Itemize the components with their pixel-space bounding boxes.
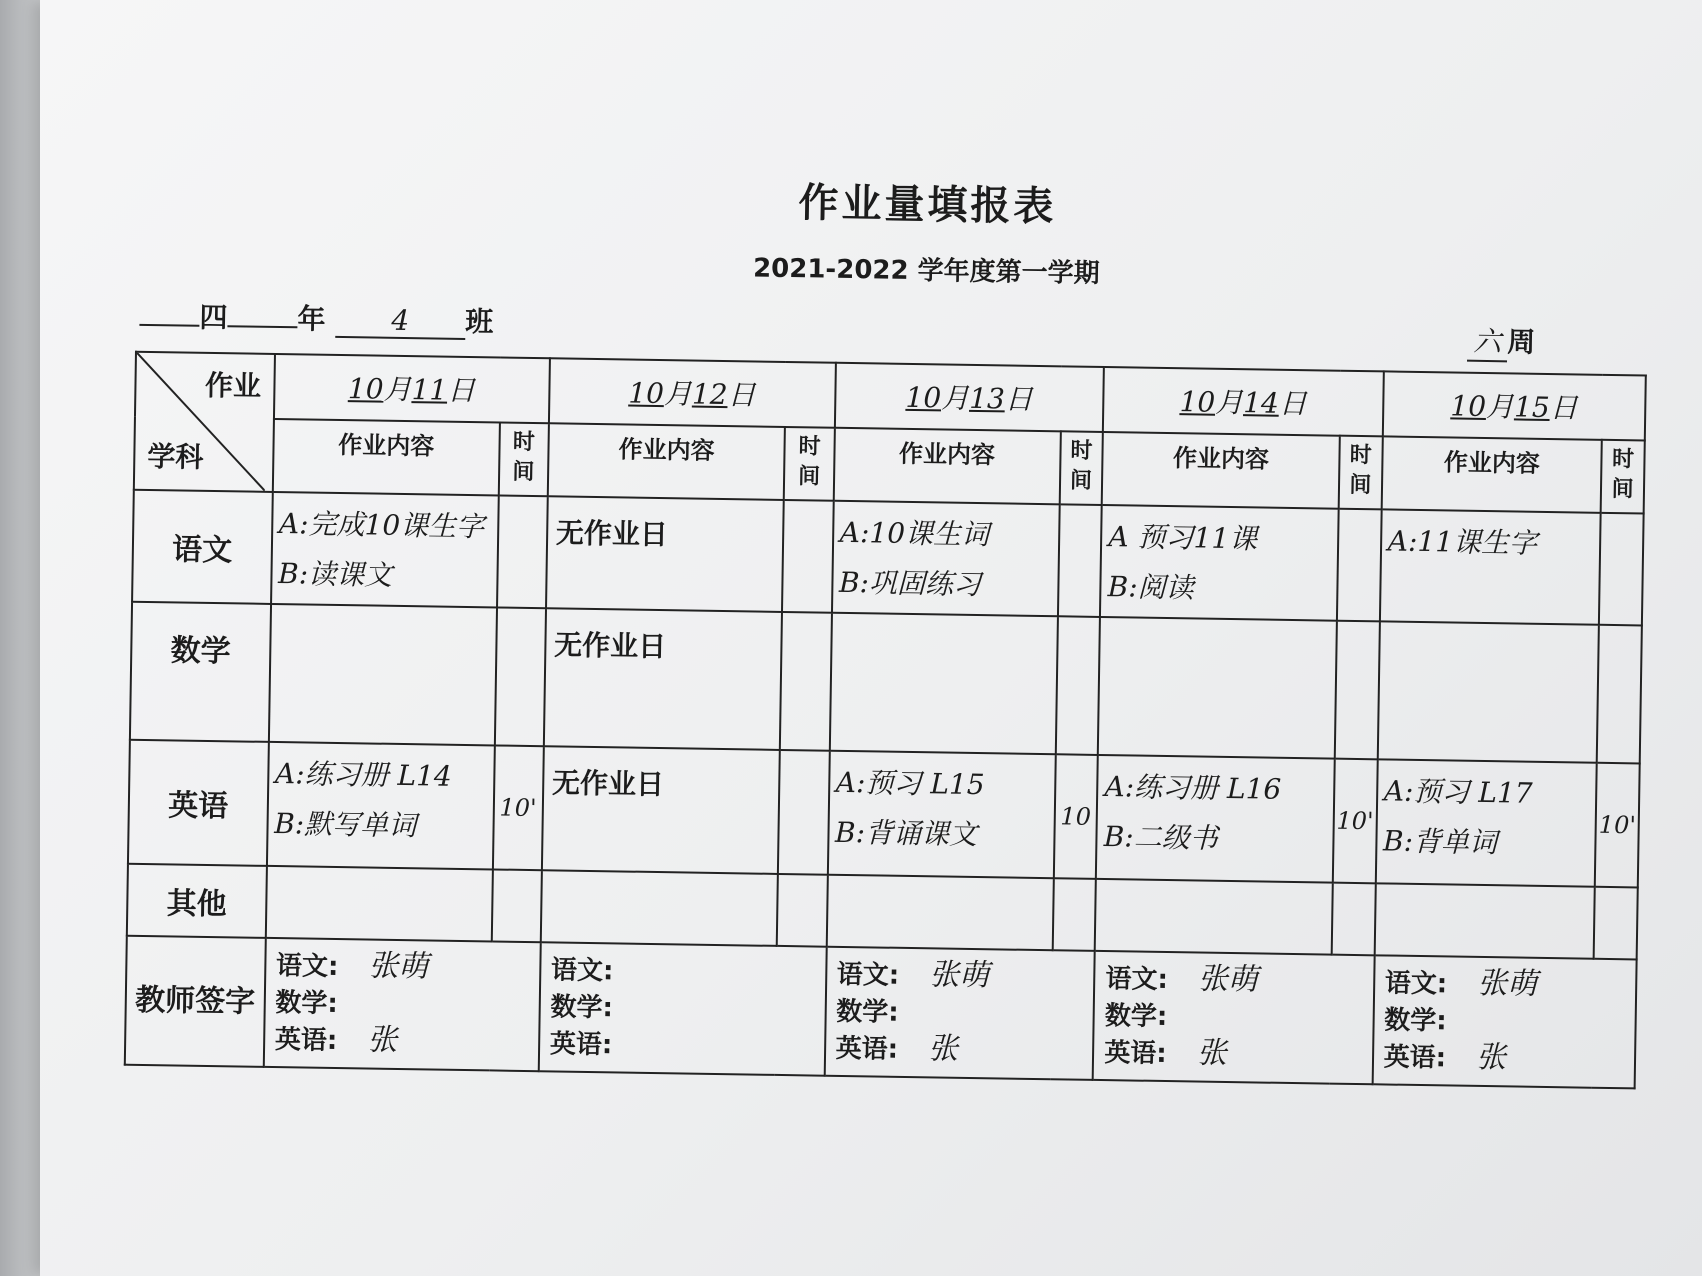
signature-math <box>368 986 369 1021</box>
time-entry <box>777 874 827 947</box>
signature-cell-3: 语文: 张萌 数学: 英语: 张 <box>824 947 1095 1080</box>
signature-chinese: 张萌 <box>368 948 429 985</box>
subject-other: 其他 <box>127 864 267 938</box>
signature-cell-4: 语文: 张萌 数学: 英语: 张 <box>1093 951 1374 1084</box>
time-entry <box>1337 509 1381 622</box>
week-unit: 周 <box>1507 325 1536 359</box>
date-cell-1: 10月11日 <box>274 354 550 423</box>
time-entry <box>1594 887 1638 960</box>
homework-entry: A:10课生词 B:巩固练习 <box>831 501 1059 617</box>
time-entry <box>1055 616 1100 755</box>
paper-sheet <box>40 0 1702 1276</box>
time-entry <box>1058 504 1102 617</box>
time-entry <box>1599 513 1643 626</box>
signature-english <box>642 1027 643 1062</box>
signature-math <box>928 994 929 1029</box>
signature-english: 张 <box>927 1031 959 1067</box>
homework-entry <box>1374 883 1595 958</box>
homework-entry: A:预习 L17 B:背单词 <box>1375 759 1597 886</box>
homework-form <box>74 160 1648 1089</box>
content-header: 作业内容 <box>1381 436 1602 513</box>
homework-entry <box>1377 621 1599 762</box>
homework-entry: A:完成10课生字 B:读课文 <box>271 492 499 608</box>
date-cell-2: 10月12日 <box>549 358 836 427</box>
signature-cell-1: 语文: 张萌 数学: 英语: 张 <box>263 938 540 1071</box>
time-entry <box>780 612 831 751</box>
signature-math <box>1476 1003 1477 1038</box>
homework-entry <box>826 875 1053 951</box>
homework-entry: A:练习册 L14 B:默写单词 <box>267 742 495 870</box>
subject-math: 数学 <box>130 602 271 742</box>
time-header: 时 间 <box>1601 440 1645 514</box>
content-header: 作业内容 <box>272 419 499 496</box>
signature-cell-2: 语文: 数学: 英语: <box>538 942 826 1075</box>
time-entry <box>1332 883 1376 956</box>
signature-cell-5: 语文: 张萌 数学: 英语: 张 <box>1372 955 1636 1088</box>
homework-entry <box>269 604 497 746</box>
homework-entry: 无作业日 <box>542 746 781 874</box>
homework-entry <box>1095 879 1333 955</box>
class-number: 4 <box>335 303 466 340</box>
time-entry: 10' <box>493 745 544 870</box>
form-subtitle: 2021-2022 学年度第一学期 <box>752 253 1100 289</box>
time-entry: 10' <box>1333 759 1378 884</box>
time-entry <box>1052 878 1096 951</box>
date-cell-3: 10月13日 <box>834 363 1104 432</box>
homework-entry: A:预习 L15 B:背诵课文 <box>827 751 1055 879</box>
diagonal-header <box>134 352 275 492</box>
time-entry <box>497 495 548 608</box>
homework-entry: 无作业日 <box>546 496 784 612</box>
time-entry <box>778 750 829 875</box>
class-unit: 班 <box>465 304 494 339</box>
time-entry <box>491 869 541 942</box>
signature-english: 张 <box>1475 1039 1507 1076</box>
time-entry: 10 <box>1053 754 1098 879</box>
english-row <box>128 740 1640 888</box>
time-entry: 10' <box>1595 763 1640 888</box>
signature-row <box>125 936 1637 1089</box>
homework-entry <box>1098 617 1337 759</box>
homework-entry: A:练习册 L16 B:二级书 <box>1096 755 1335 883</box>
date-cell-4: 10月14日 <box>1103 367 1383 436</box>
signature-math <box>1197 999 1198 1034</box>
homework-table <box>124 351 1647 1090</box>
subject-chinese: 语文 <box>132 490 272 604</box>
diag-subject-label: 学科 <box>147 439 204 474</box>
signature-chinese: 张萌 <box>1197 961 1259 998</box>
signature-english: 张 <box>366 1022 398 1058</box>
content-header: 作业内容 <box>833 428 1060 505</box>
week-indicator <box>1467 320 1536 363</box>
time-header: 时 间 <box>498 422 548 496</box>
signature-chinese: 张萌 <box>1476 965 1538 1002</box>
signature-chinese: 张萌 <box>928 957 990 994</box>
grade-suffix-blank <box>227 325 297 328</box>
content-header: 作业内容 <box>1102 432 1340 509</box>
math-row <box>130 602 1642 764</box>
signature-english: 张 <box>1196 1035 1228 1071</box>
grade-value: 四 <box>199 300 228 335</box>
homework-entry: A 预习11课 B:阅读 <box>1100 505 1338 621</box>
time-entry <box>495 607 546 746</box>
diag-homework-label: 作业 <box>204 368 262 403</box>
subject-english: 英语 <box>128 740 269 866</box>
time-entry <box>782 500 833 613</box>
homework-entry: 无作业日 <box>544 608 783 750</box>
homework-entry: A:11课生字 <box>1380 509 1601 624</box>
content-header: 作业内容 <box>548 423 786 500</box>
homework-entry <box>541 870 779 946</box>
week-number: 六 <box>1467 320 1508 363</box>
time-header: 时 间 <box>784 427 834 501</box>
time-entry <box>1597 625 1642 764</box>
date-cell-5: 10月15日 <box>1382 371 1645 440</box>
grade-unit: 年 <box>297 302 326 336</box>
time-header: 时 间 <box>1339 436 1383 510</box>
homework-entry <box>829 613 1057 755</box>
teacher-signature-label: 教师签字 <box>125 936 266 1067</box>
grade-prefix-blank <box>139 324 199 327</box>
time-entry <box>1335 621 1380 760</box>
homework-entry <box>265 866 492 942</box>
time-header: 时 间 <box>1059 431 1103 505</box>
paper-edge <box>0 0 40 1276</box>
signature-math <box>643 990 644 1025</box>
signature-chinese <box>643 953 644 988</box>
form-title: 作业量填报表 <box>798 180 1057 231</box>
